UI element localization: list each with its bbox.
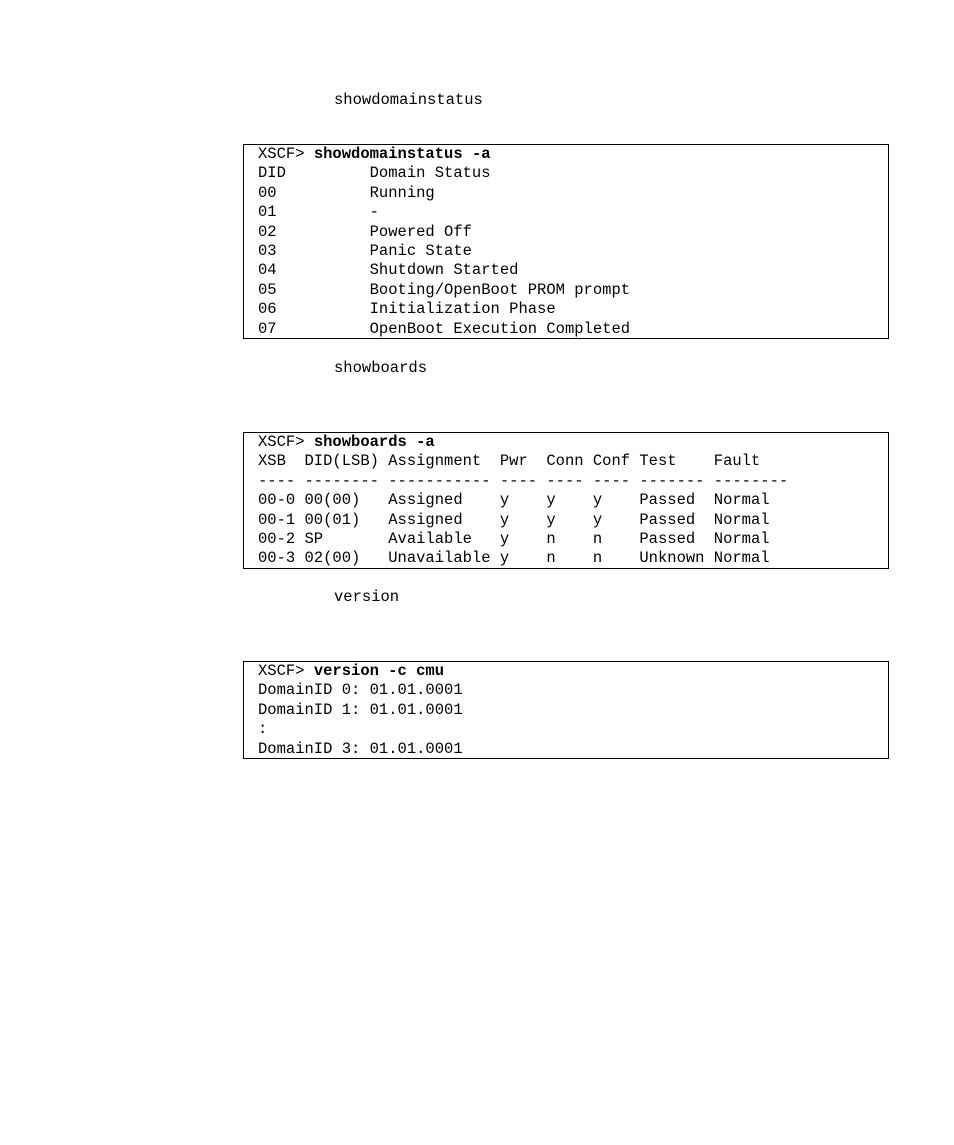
section-caption-showboards: showboards — [334, 359, 428, 377]
table-row: 00-3 02(00) Unavailable y n n Unknown Normal — [258, 549, 770, 568]
output-line: DID Domain Status — [258, 164, 491, 183]
output-line: 00 Running — [258, 183, 435, 202]
output-line: DomainID 1: 01.01.0001 — [258, 700, 463, 719]
table-row: 00-2 SP Available y n n Passed Normal — [258, 529, 770, 548]
table-header: XSB DID(LSB) Assignment Pwr Conn Conf Test Fault — [258, 452, 761, 471]
section-caption-showdomainstatus: showdomainstatus — [334, 91, 483, 109]
table-separator: ---- -------- ----------- ---- ---- ---- ------- -------- — [258, 471, 789, 490]
output-line: 05 Booting/OpenBoot PROM prompt — [258, 280, 631, 299]
command-line — [258, 433, 888, 452]
prompt: XSCF> — [258, 662, 314, 680]
output-line: 06 Initialization Phase — [258, 300, 556, 319]
prompt: XSCF> — [258, 145, 314, 163]
output-line: : — [258, 720, 268, 739]
output-line: DomainID 3: 01.01.0001 — [258, 739, 463, 758]
command-line — [258, 145, 888, 164]
output-line: 03 Panic State — [258, 241, 472, 260]
prompt: XSCF> — [258, 433, 314, 451]
output-line: 04 Shutdown Started — [258, 261, 519, 280]
output-line: 01 - — [258, 203, 379, 222]
code-box-version — [243, 661, 889, 759]
command-text: showdomainstatus -a — [313, 145, 491, 163]
command-text: showboards -a — [313, 433, 435, 451]
output-line: 07 OpenBoot Execution Completed — [258, 319, 631, 338]
table-row: 00-0 00(00) Assigned y y y Passed Normal — [258, 491, 770, 510]
table-row: 00-1 00(01) Assigned y y y Passed Normal — [258, 510, 770, 529]
section-caption-version: version — [334, 588, 400, 606]
code-box-showboards — [243, 432, 889, 569]
output-line: DomainID 0: 01.01.0001 — [258, 681, 463, 700]
code-box-showdomainstatus — [243, 144, 889, 339]
output-line: 02 Powered Off — [258, 222, 472, 241]
command-text: version -c cmu — [313, 662, 445, 680]
command-line — [258, 662, 888, 681]
